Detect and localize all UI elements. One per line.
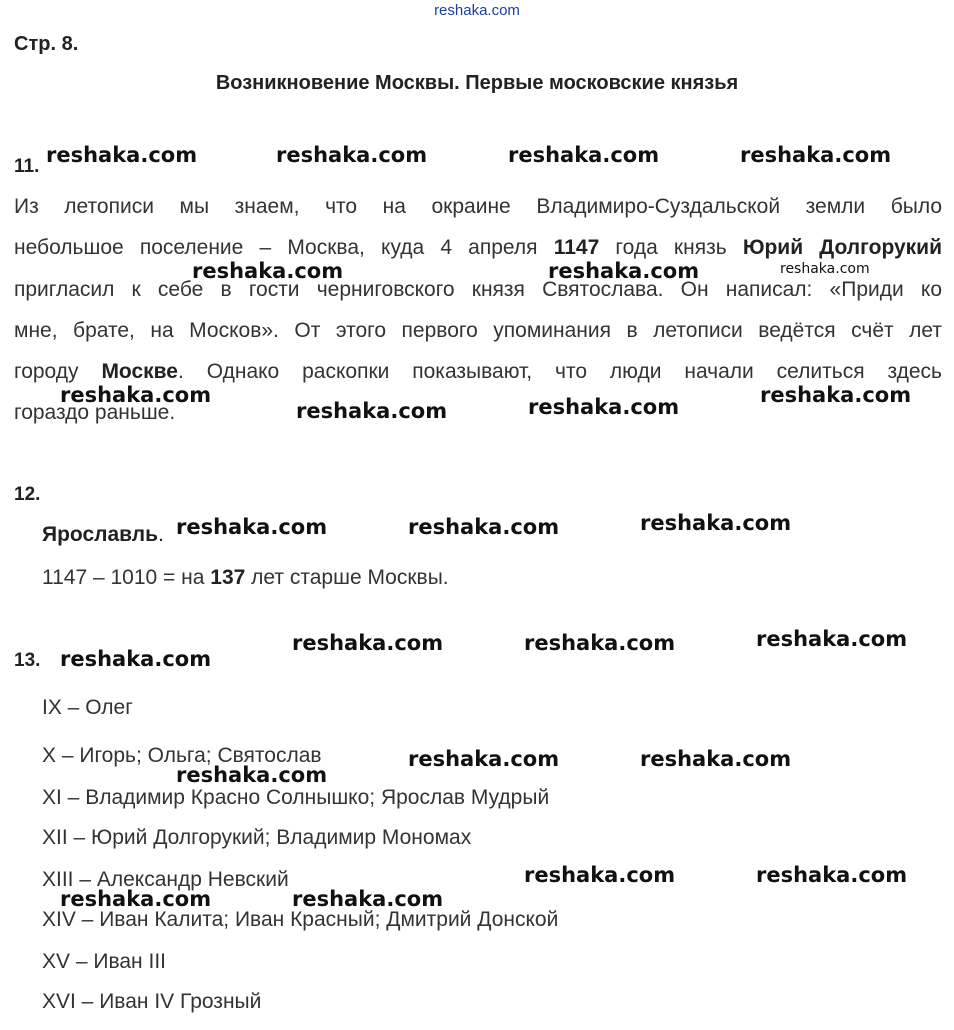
prince-name: Юрий Долгорукий bbox=[742, 236, 942, 259]
answer-city: Ярославль bbox=[42, 523, 159, 546]
page-title: Возникновение Москвы. Первые московские князья bbox=[215, 72, 739, 94]
task-11-line-4: мне, брате, на Москов». От этого первого упоминания в летописи ведётся счёт лет bbox=[14, 319, 942, 342]
watermark: reshaka.com bbox=[528, 395, 680, 419]
list-item: IX – Олег bbox=[42, 696, 133, 719]
watermark: reshaka.com bbox=[548, 259, 700, 283]
page-label: Стр. 8. bbox=[14, 33, 79, 55]
task-11-line-2 bbox=[14, 234, 942, 262]
watermark: reshaka.com bbox=[524, 863, 676, 887]
text-run: лет старше Москвы. bbox=[245, 566, 449, 589]
watermark: reshaka.com bbox=[408, 515, 560, 539]
task-11-number: 11. bbox=[14, 156, 40, 177]
watermark: reshaka.com bbox=[640, 747, 792, 771]
watermark: reshaka.com bbox=[46, 143, 198, 167]
watermark: reshaka.com bbox=[60, 383, 212, 407]
watermark: reshaka.com bbox=[756, 863, 908, 887]
answer-punct: . bbox=[158, 523, 164, 546]
task-12-number: 12. bbox=[14, 484, 41, 505]
list-item: XV – Иван III bbox=[42, 950, 166, 973]
watermark: reshaka.com bbox=[292, 887, 444, 911]
task-13-number: 13. bbox=[14, 650, 41, 671]
difference-value: 137 bbox=[210, 566, 246, 589]
list-item: XI – Владимир Красно Солнышко; Ярослав Мудрый bbox=[42, 786, 550, 809]
watermark: reshaka.com bbox=[276, 143, 428, 167]
site-name[interactable]: reshaka.com bbox=[434, 2, 520, 19]
watermark: reshaka.com bbox=[780, 261, 870, 277]
text-run: . Однако раскопки показывают, что люди начали селиться здесь bbox=[177, 360, 942, 383]
task-11-line-6: гораздо раньше. bbox=[14, 401, 176, 424]
watermark: reshaka.com bbox=[176, 763, 328, 787]
watermark: reshaka.com bbox=[740, 143, 892, 167]
watermark: reshaka.com bbox=[408, 747, 560, 771]
watermark: reshaka.com bbox=[192, 259, 344, 283]
list-item: XIII – Александр Невский bbox=[42, 868, 289, 891]
watermark: reshaka.com bbox=[296, 399, 448, 423]
watermark: reshaka.com bbox=[760, 383, 912, 407]
text-run: городу bbox=[14, 360, 102, 383]
watermark: reshaka.com bbox=[508, 143, 660, 167]
list-item: XII – Юрий Долгорукий; Владимир Мономах bbox=[42, 826, 472, 849]
text-run: года князь bbox=[599, 236, 743, 259]
watermark: reshaka.com bbox=[176, 515, 328, 539]
watermark: reshaka.com bbox=[524, 631, 676, 655]
watermark: reshaka.com bbox=[640, 511, 792, 535]
task-12-answer bbox=[42, 523, 164, 547]
city-name: Москве bbox=[101, 360, 178, 383]
list-item: XIV – Иван Калита; Иван Красный; Дмитрий Донской bbox=[42, 908, 559, 931]
watermark: reshaka.com bbox=[292, 631, 444, 655]
list-item: X – Игорь; Ольга; Святослав bbox=[42, 744, 322, 767]
watermark: reshaka.com bbox=[756, 627, 908, 651]
watermark: reshaka.com bbox=[60, 647, 212, 671]
task-11-line-3: пригласил к себе в гости черниговского князя Святослава. Он написал: «Приди ко bbox=[14, 278, 942, 301]
task-12-calculation bbox=[42, 566, 449, 590]
watermark: reshaka.com bbox=[60, 887, 212, 911]
year-1147: 1147 bbox=[553, 236, 600, 259]
task-11-line-1: Из летописи мы знаем, что на окраине Владимиро-Суздальской земли было bbox=[14, 195, 942, 218]
task-11-line-5 bbox=[14, 358, 942, 386]
text-run: небольшое поселение – Москва, куда 4 апреля bbox=[14, 236, 554, 259]
text-run: 1147 – 1010 = на bbox=[42, 566, 211, 589]
list-item: XVI – Иван IV Грозный bbox=[42, 990, 262, 1013]
